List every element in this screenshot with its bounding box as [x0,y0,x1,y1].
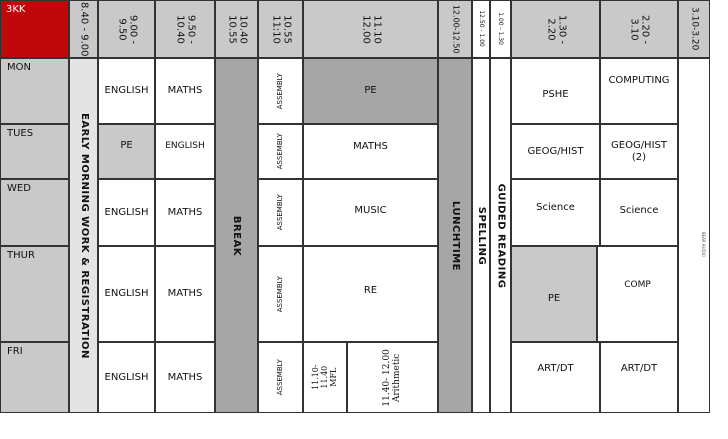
assembly-thur [258,246,303,342]
day-label-tues [0,124,69,179]
lesson-label: PE [364,85,377,96]
lesson-label: ART/DT [620,363,658,374]
thur-period-4 [511,246,597,342]
wed-period-2 [155,179,215,246]
time-label: 8.40 - 9.00 [78,1,90,57]
lesson-label: MATHS [167,371,203,383]
time-header-period-1 [98,0,155,58]
lesson-label: 11.40- 12.00 Arithmetic [381,348,402,407]
assembly-mon [258,58,303,124]
end-of-day-block [678,124,710,413]
time-header-period-2 [155,0,215,58]
day-label-mon [0,58,69,124]
lesson-label: ENGLISH [104,206,149,218]
time-header-guided-reading [490,0,511,58]
time-label: 1.30 - 2.20 [545,14,567,44]
lesson-label: ART/DT [537,363,574,374]
fri-period-3b [347,342,438,413]
time-header-end-of-day [678,0,710,58]
time-header-period-5 [600,0,678,58]
time-label: 10.40 10.55 [226,14,248,44]
day-text: THUR [7,250,35,261]
fri-period-4 [511,342,600,413]
time-header-break [215,0,258,58]
mon-period-4 [511,58,600,124]
end-of-day-top [678,58,710,124]
lesson-label: COMP [624,280,651,290]
mon-period-5 [600,58,678,124]
lesson-label: GEOG/HIST [527,145,584,157]
time-header-period-4 [511,0,600,58]
wed-period-3 [303,179,438,246]
assembly-label: ASSEMBLY [276,194,285,231]
tiny-note: BEAR AUDIO [700,231,706,257]
lunchtime-block [438,58,472,413]
spelling-label: SPELLING [476,206,487,265]
tues-period-1 [98,124,155,179]
assembly-fri [258,342,303,413]
fri-period-2 [155,342,215,413]
lesson-label: ENGLISH [104,371,149,383]
class-name: 3KK [6,4,26,15]
thur-period-1 [98,246,155,342]
lesson-label: COMPUTING [608,75,670,86]
time-label: 12.00-12.50 [451,4,461,54]
fri-period-1 [98,342,155,413]
time-header-assembly [258,0,303,58]
time-header-lunch [438,0,472,58]
assembly-label: ASSEMBLY [276,133,285,170]
mon-period-3 [303,58,438,124]
lesson-label: GEOG/HIST (2) [611,139,667,163]
time-label: 9.00 - 9.50 [116,14,138,44]
wed-period-5 [600,179,678,246]
assembly-tues [258,124,303,179]
assembly-label: ASSEMBLY [276,359,285,396]
assembly-label: ASSEMBLY [276,275,285,313]
fri-period-5 [600,342,678,413]
wed-period-4 [511,179,600,246]
tues-period-2 [155,124,215,179]
time-label: 3.10-3.20 [689,7,700,51]
early-morning-label: EARLY MORNING WORK & REGISTRATION [78,112,90,359]
lesson-label: ENGLISH [165,141,205,151]
day-text: MON [7,62,31,73]
day-text: TUES [7,128,34,139]
assembly-wed [258,179,303,246]
assembly-label: ASSEMBLY [276,72,285,110]
break-block [215,58,258,413]
day-label-wed [0,179,69,246]
lesson-label: MATHS [167,288,203,299]
early-morning-block [69,58,98,413]
day-label-fri [0,342,69,413]
break-label: BREAK [231,215,243,256]
lesson-label: PSHE [542,89,569,100]
lesson-label: Science [619,205,659,216]
tues-period-5 [600,124,678,179]
time-header-spelling [472,0,490,58]
tues-period-4 [511,124,600,179]
mon-period-2 [155,58,215,124]
spelling-block [472,58,490,413]
tues-period-3 [303,124,438,179]
lesson-label: MATHS [353,141,388,152]
thur-period-5 [597,246,678,342]
day-text: WED [7,183,31,194]
time-label: 9.50 - 10.40 [175,14,197,44]
lesson-label: MATHS [167,85,203,96]
thur-period-3 [303,246,438,342]
wed-period-1 [98,179,155,246]
lesson-label: PE [547,293,561,304]
time-label: 2.20 - 3.10 [629,14,651,44]
class-name-cell [0,0,69,58]
lesson-label: RE [363,285,378,296]
day-text: FRI [7,346,23,357]
lesson-label: MUSIC [354,205,387,216]
lesson-label: 11.10-11.40 MFL [310,364,338,391]
guided-reading-block [490,58,511,413]
time-label: 11.10 12.00 [360,14,382,44]
lunchtime-label: LUNCHTIME [450,200,462,271]
time-label: 1.00 - 1.30 [497,12,505,46]
fri-period-3a [303,342,347,413]
day-label-thur [0,246,69,342]
lesson-label: PE [120,140,133,151]
time-header-registration [69,0,98,58]
time-label: 12.50 - 1.00 [477,10,485,48]
time-label: 10.55 11:10 [270,14,292,44]
lesson-label: MATHS [167,206,203,218]
guided-reading-label: GUIDED READING [495,183,507,288]
lesson-label: ENGLISH [104,85,149,96]
lesson-label: Science [536,202,575,213]
lesson-label: ENGLISH [104,288,149,299]
time-header-period-3 [303,0,438,58]
thur-period-2 [155,246,215,342]
mon-period-1 [98,58,155,124]
